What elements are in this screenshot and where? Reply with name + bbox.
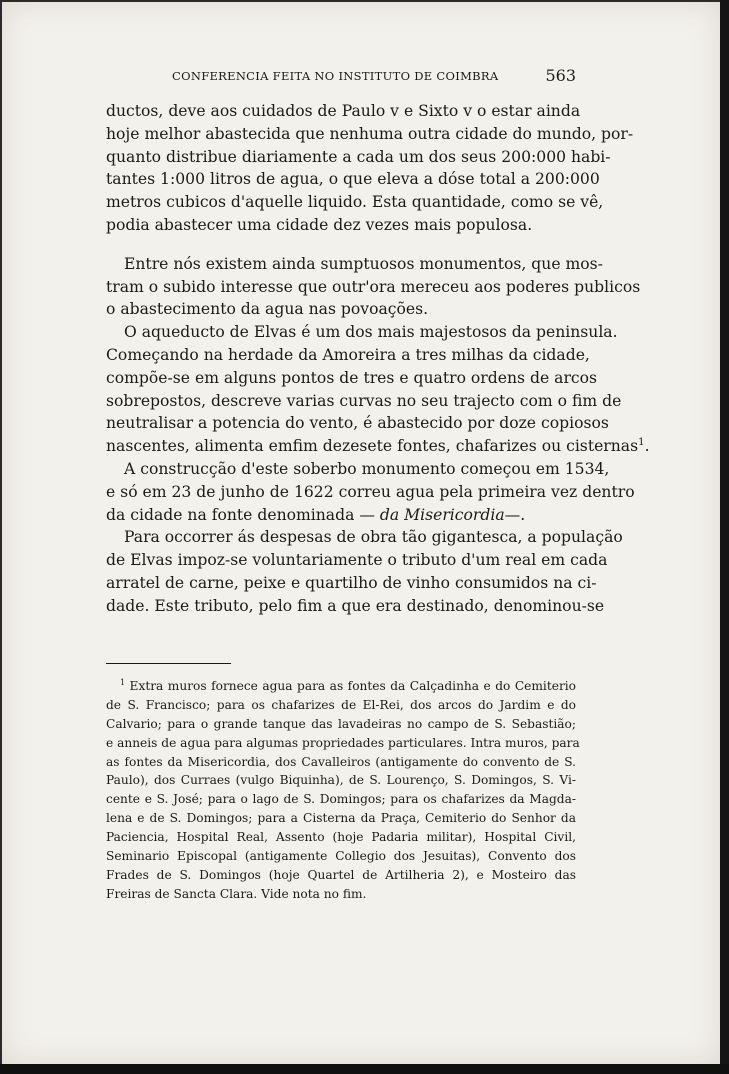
paragraph bbox=[106, 458, 635, 526]
running-head-title: CONFERENCIA FEITA NO INSTITUTO DE COIMBRA bbox=[172, 69, 499, 83]
text-line: tram o subido interesse que outr'ora mereceu aos poderes publicos bbox=[106, 277, 641, 296]
text-line: arratel de carne, peixe e quartilho de vinho consumidos na ci- bbox=[106, 573, 597, 592]
text-line: A construcção d'este soberbo monumento começou em 1534, bbox=[124, 459, 610, 478]
text-line: e só em 23 de junho de 1622 correu agua pela primeira vez dentro bbox=[106, 482, 635, 501]
footnote-line: de S. Francisco; para os chafarizes de El-Rei, dos arcos do Jardim e do bbox=[106, 697, 576, 712]
text-line: ductos, deve aos cuidados de Paulo v e Sixto v o estar ainda bbox=[106, 102, 581, 120]
text-line: Entre nós existem ainda sumptuosos monumentos, que mos- bbox=[124, 254, 603, 273]
running-head bbox=[106, 66, 576, 86]
emphasis-text: da Misericordia bbox=[379, 505, 505, 524]
text-line: quanto distribue diariamente a cada um dos seus 200:000 habi- bbox=[106, 147, 611, 166]
scan-edge-bottom bbox=[0, 1064, 729, 1074]
footnote-marker: 1 bbox=[638, 436, 645, 448]
text-line: Começando na herdade da Amoreira a tres milhas da cidade, bbox=[106, 345, 590, 364]
text-line-suffix: —. bbox=[504, 505, 526, 524]
text-line: Para occorrer ás despesas de obra tão gigantesca, a população bbox=[124, 528, 623, 547]
paragraph-gap bbox=[106, 237, 576, 253]
footnote-line: e anneis de agua para algumas propriedades particulares. Intra muros, para bbox=[106, 735, 580, 750]
text-line: neutralisar a potencia do vento, é abastecido por doze copiosos bbox=[106, 414, 609, 433]
footnote-rule bbox=[106, 663, 231, 664]
footnote-line: Paulo), dos Curraes (vulgo Biquinha), de S. Lourenço, S. Domingos, S. Vi- bbox=[106, 773, 576, 788]
text-line: de Elvas impoz-se voluntariamente o tributo d'um real em cada bbox=[106, 551, 608, 570]
text-line: tantes 1:000 litros de agua, o que eleva a dóse total a 200:000 bbox=[106, 170, 600, 189]
footnote-line: Calvario; para o grande tanque das lavadeiras no campo de S. Sebastião; bbox=[106, 716, 576, 731]
page-number: 563 bbox=[545, 66, 576, 85]
text-line: metros cubicos d'aquelle liquido. Esta quantidade, como se vê, bbox=[106, 193, 604, 212]
paragraph bbox=[106, 526, 623, 617]
paragraph bbox=[106, 253, 641, 321]
paragraph bbox=[106, 100, 634, 237]
footnote-line: Paciencia, Hospital Real, Assento (hoje Padaria militar), Hospital Civil, bbox=[106, 830, 576, 845]
text-line: o abastecimento da agua nas povoações. bbox=[106, 300, 429, 319]
text-line-content: nascentes, alimenta emfim dezesete fontes, chafarizes ou cisternas bbox=[106, 437, 639, 456]
footnote-line: Freiras de Sancta Clara. Vide nota no fim. bbox=[106, 886, 367, 901]
footnote-line-content: Extra muros fornece agua para as fontes da Calçadinha e do Cemiterio bbox=[129, 679, 577, 693]
scan-edge-right bbox=[720, 0, 729, 1074]
footnote-line: Seminario Episcopal (antigamente Collegio dos Jesuitas), Convento dos bbox=[106, 849, 576, 864]
footnote-line: Frades de S. Domingos (hoje Quartel de Artilheria 2), e Mosteiro das bbox=[106, 867, 576, 882]
text-line: podia abastecer uma cidade dez vezes mais populosa. bbox=[106, 215, 533, 234]
text-line-prefix: da cidade na fonte denominada — bbox=[106, 505, 375, 524]
text-line: compõe-se em alguns pontos de tres e quatro ordens de arcos bbox=[106, 368, 598, 387]
footnote-line bbox=[106, 677, 576, 696]
body-text bbox=[106, 100, 650, 618]
text-line: dade. Este tributo, pelo fim a que era destinado, denominou-se bbox=[106, 596, 605, 615]
paragraph bbox=[106, 321, 650, 458]
text-line bbox=[106, 504, 576, 527]
text-line: nascentes, alimenta emfim dezesete fontes, chafarizes ou cisternas$^1$. bbox=[106, 436, 650, 456]
footnote-number: 1 bbox=[120, 677, 126, 687]
footnote bbox=[106, 677, 580, 904]
text-line: sobrepostos, descreve varias curvas no seu trajecto com o fim de bbox=[106, 391, 622, 410]
text-line: hoje melhor abastecida que nenhuma outra cidade do mundo, por- bbox=[106, 124, 634, 143]
footnote-line: lena e de S. Domingos; para a Cisterna da Praça, Cemiterio do Senhor da bbox=[106, 811, 576, 826]
footnote-line: as fontes da Misericordia, dos Cavalleiros (antigamente do convento de S. bbox=[106, 754, 576, 769]
page-sheet bbox=[2, 2, 720, 1064]
footnote-line: cente e S. José; para o lago de S. Domingos; para os chafarizes da Magda- bbox=[106, 792, 576, 807]
text-line: O aqueducto de Elvas é um dos mais majestosos da peninsula. bbox=[124, 323, 618, 342]
